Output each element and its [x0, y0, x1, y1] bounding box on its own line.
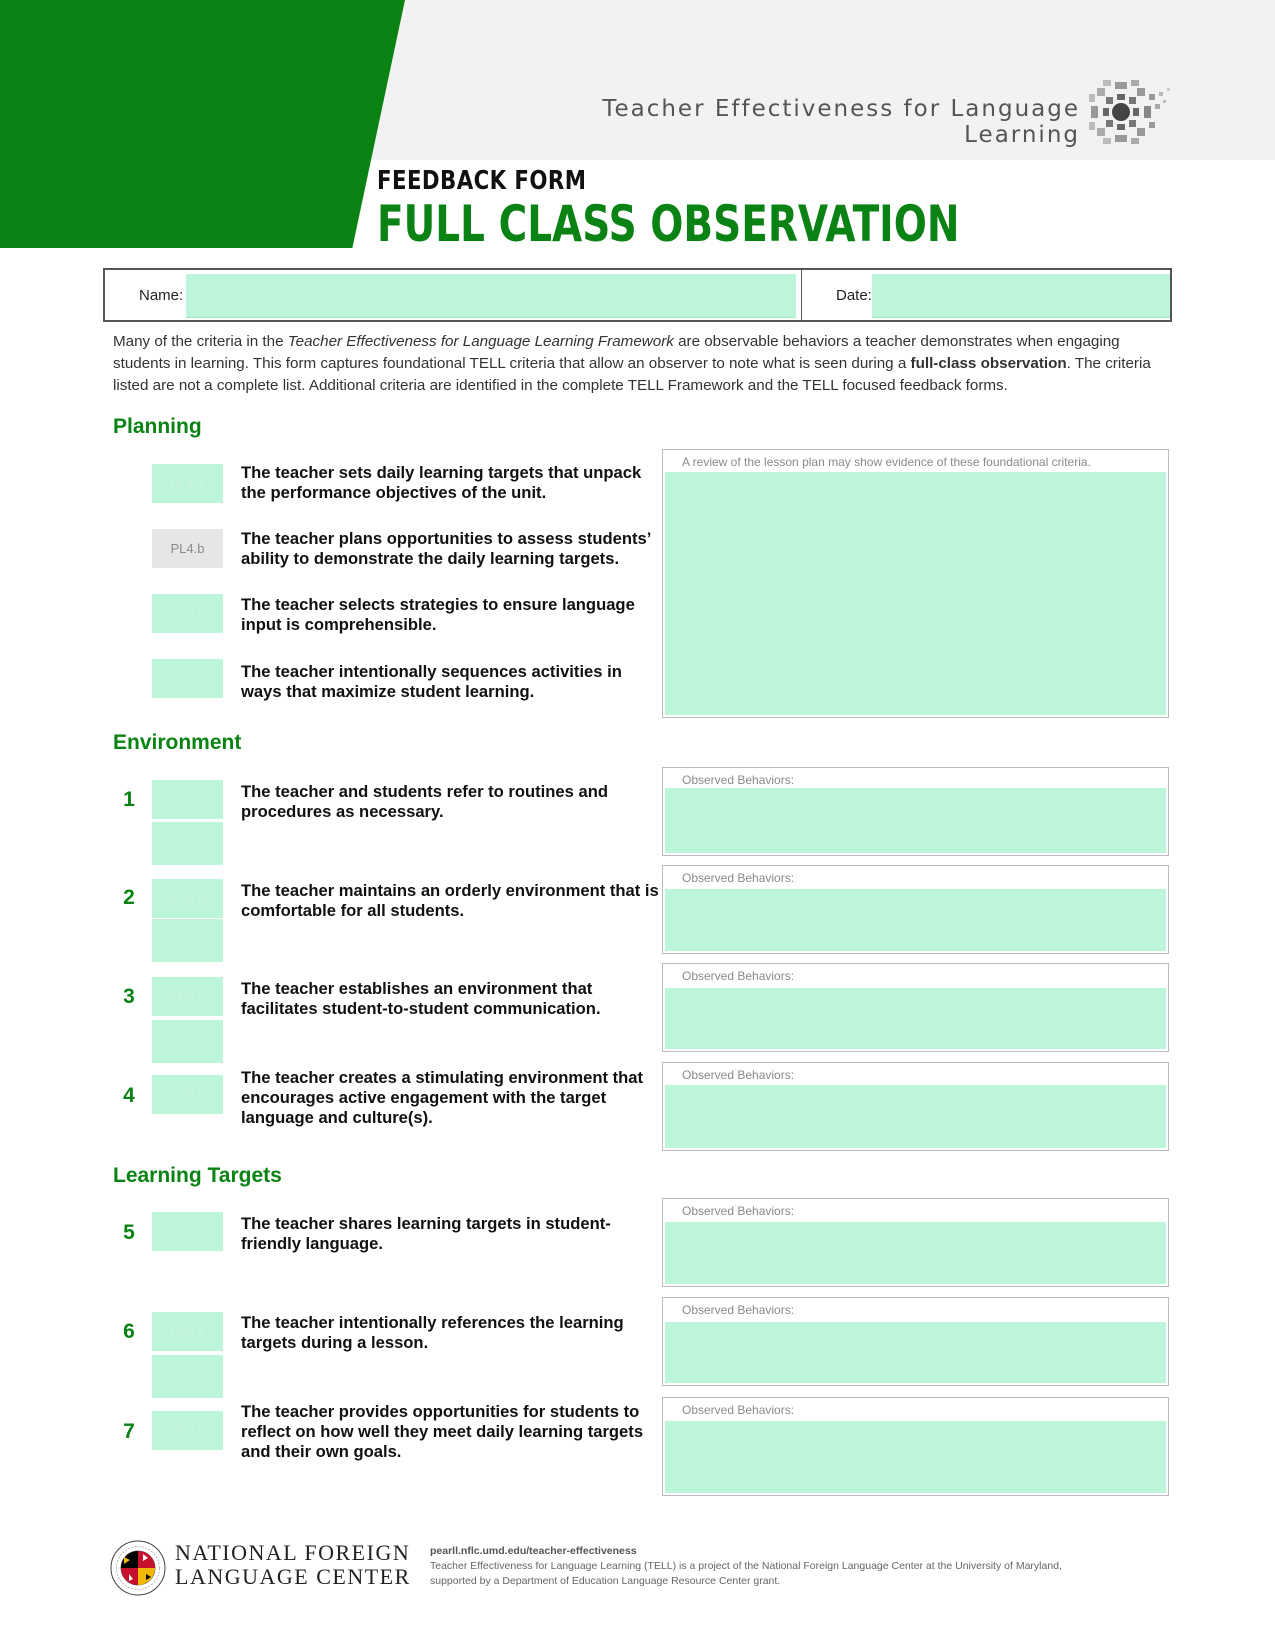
observed-behaviors-field[interactable] — [665, 1322, 1166, 1383]
intro-paragraph — [113, 331, 1173, 397]
item-number: 3 — [123, 985, 135, 1008]
criterion-text: The teacher selects strategies to ensure language input is comprehensible. — [241, 595, 635, 634]
item-number: 7 — [123, 1420, 135, 1443]
criterion-text: The teacher creates a stimulating environment that encourages active engagement with the target language and culture(s). — [241, 1068, 644, 1127]
organization-name-line: LANGUAGE CENTER — [175, 1564, 411, 1589]
observed-behaviors-label: Observed Behaviors: — [682, 969, 795, 983]
criterion-code[interactable]: LE1.c — [152, 780, 223, 819]
rating-field[interactable] — [152, 1020, 223, 1063]
criterion-code[interactable]: EN4.e — [152, 977, 223, 1016]
name-label: Name: — [139, 287, 184, 304]
criterion-code[interactable]: EN5.b — [152, 1075, 223, 1114]
date-label: Date: — [836, 287, 872, 304]
criterion-text: The teacher intentionally sequences activities in ways that maximize student learning. — [241, 662, 622, 701]
item-number: 2 — [123, 886, 135, 909]
criterion-text: The teacher sets daily learning targets that unpack the performance objectives of the unit. — [241, 463, 642, 502]
observed-behaviors-label: Observed Behaviors: — [682, 1068, 795, 1082]
footer-text: Teacher Effectiveness for Language Learning (TELL) is a project of the National Foreign Language Center at the University of Maryland, supported by a Department of Education Language Resource Center grant. — [430, 1560, 1062, 1587]
observed-behaviors-box[interactable] — [662, 1397, 1169, 1496]
intro-text: . The criteria listed are not a complete list. Additional criteria are identified in the complete TELL Framework and the TELL focused feedback forms. — [113, 355, 1151, 394]
observed-behaviors-box[interactable] — [662, 1297, 1169, 1386]
item-number: 5 — [123, 1221, 135, 1244]
criterion-code[interactable]: LE2.e — [152, 1312, 223, 1351]
item-number: 6 — [123, 1320, 135, 1343]
observed-behaviors-field[interactable] — [665, 1085, 1166, 1148]
section-heading-learning-targets: Learning Targets — [113, 1164, 282, 1187]
university-seal-icon — [110, 1540, 166, 1596]
criterion-text: The teacher maintains an orderly environment that is comfortable for all students. — [241, 881, 659, 920]
name-date-divider — [801, 270, 802, 320]
rating-field[interactable] — [152, 1355, 223, 1398]
form-label: FEEDBACK FORM — [377, 166, 587, 196]
observed-behaviors-box[interactable] — [662, 767, 1169, 856]
item-number: 4 — [123, 1084, 135, 1107]
observed-behaviors-box[interactable] — [662, 963, 1169, 1052]
observed-behaviors-field[interactable] — [665, 1222, 1166, 1284]
observed-behaviors-field[interactable] — [665, 889, 1166, 951]
criterion-code[interactable]: PL4.b — [152, 529, 223, 568]
criterion-code[interactable]: PL8.a — [152, 659, 223, 698]
rating-field[interactable] — [152, 822, 223, 865]
tell-title: Teacher Effectiveness for Language Learning — [602, 96, 1080, 148]
criterion-text: The teacher and students refer to routines and procedures as necessary. — [241, 782, 608, 821]
rating-field[interactable] — [152, 919, 223, 962]
planning-notes-label: A review of the lesson plan may show evidence of these foundational criteria. — [682, 455, 1091, 469]
criterion-code[interactable]: EN3.a — [152, 879, 223, 918]
observed-behaviors-box[interactable] — [662, 1198, 1169, 1287]
observed-behaviors-field[interactable] — [665, 1421, 1166, 1493]
intro-emphasis: full-class observation — [910, 355, 1067, 372]
planning-notes-field[interactable] — [665, 472, 1166, 715]
organization-name — [175, 1541, 411, 1589]
intro-text: Many of the criteria in the — [113, 333, 288, 350]
footer-url[interactable]: pearll.nflc.umd.edu/teacher-effectiveness — [430, 1545, 637, 1557]
tell-logo-icon — [1085, 76, 1175, 148]
observed-behaviors-label: Observed Behaviors: — [682, 1403, 795, 1417]
criterion-code[interactable]: PL4.a — [152, 464, 223, 503]
intro-text: are observable behaviors a teacher demonstrates when engaging students in learning. This form captures foundational TELL criteria that allow an observer to note what is seen during a — [113, 333, 1120, 372]
observed-behaviors-field[interactable] — [665, 788, 1166, 853]
criterion-text: The teacher shares learning targets in student-friendly language. — [241, 1214, 611, 1253]
observed-behaviors-label: Observed Behaviors: — [682, 1303, 795, 1317]
organization-name-line: NATIONAL FOREIGN — [175, 1540, 411, 1565]
observed-behaviors-field[interactable] — [665, 988, 1166, 1049]
observed-behaviors-label: Observed Behaviors: — [682, 871, 795, 885]
date-field[interactable] — [872, 274, 1170, 318]
criterion-code[interactable]: LE2.a — [152, 1212, 223, 1251]
observed-behaviors-label: Observed Behaviors: — [682, 773, 795, 787]
form-title: FULL CLASS OBSERVATION — [377, 195, 960, 253]
framework-name: Teacher Effectiveness for Language Learning Framework — [287, 333, 674, 350]
criterion-code[interactable]: PF3.b — [152, 1411, 223, 1450]
criterion-text: The teacher plans opportunities to assess students’ ability to demonstrate the daily learning targets. — [241, 529, 651, 568]
header-green-block — [0, 0, 405, 248]
observed-behaviors-box[interactable] — [662, 1062, 1169, 1151]
planning-notes-box[interactable] — [662, 449, 1169, 718]
observed-behaviors-label: Observed Behaviors: — [682, 1204, 795, 1218]
criterion-text: The teacher intentionally references the learning targets during a lesson. — [241, 1313, 624, 1352]
name-field[interactable] — [186, 274, 796, 318]
criterion-text: The teacher establishes an environment that facilitates student-to-student communication. — [241, 979, 601, 1018]
section-heading-environment: Environment — [113, 731, 242, 754]
criterion-code[interactable]: PL6.a — [152, 594, 223, 633]
section-heading-planning: Planning — [113, 415, 202, 438]
name-date-box — [103, 268, 1172, 322]
observed-behaviors-box[interactable] — [662, 865, 1169, 954]
item-number: 1 — [123, 788, 135, 811]
criterion-text: The teacher provides opportunities for students to reflect on how well they meet daily learning targets and their own goals. — [241, 1402, 644, 1461]
